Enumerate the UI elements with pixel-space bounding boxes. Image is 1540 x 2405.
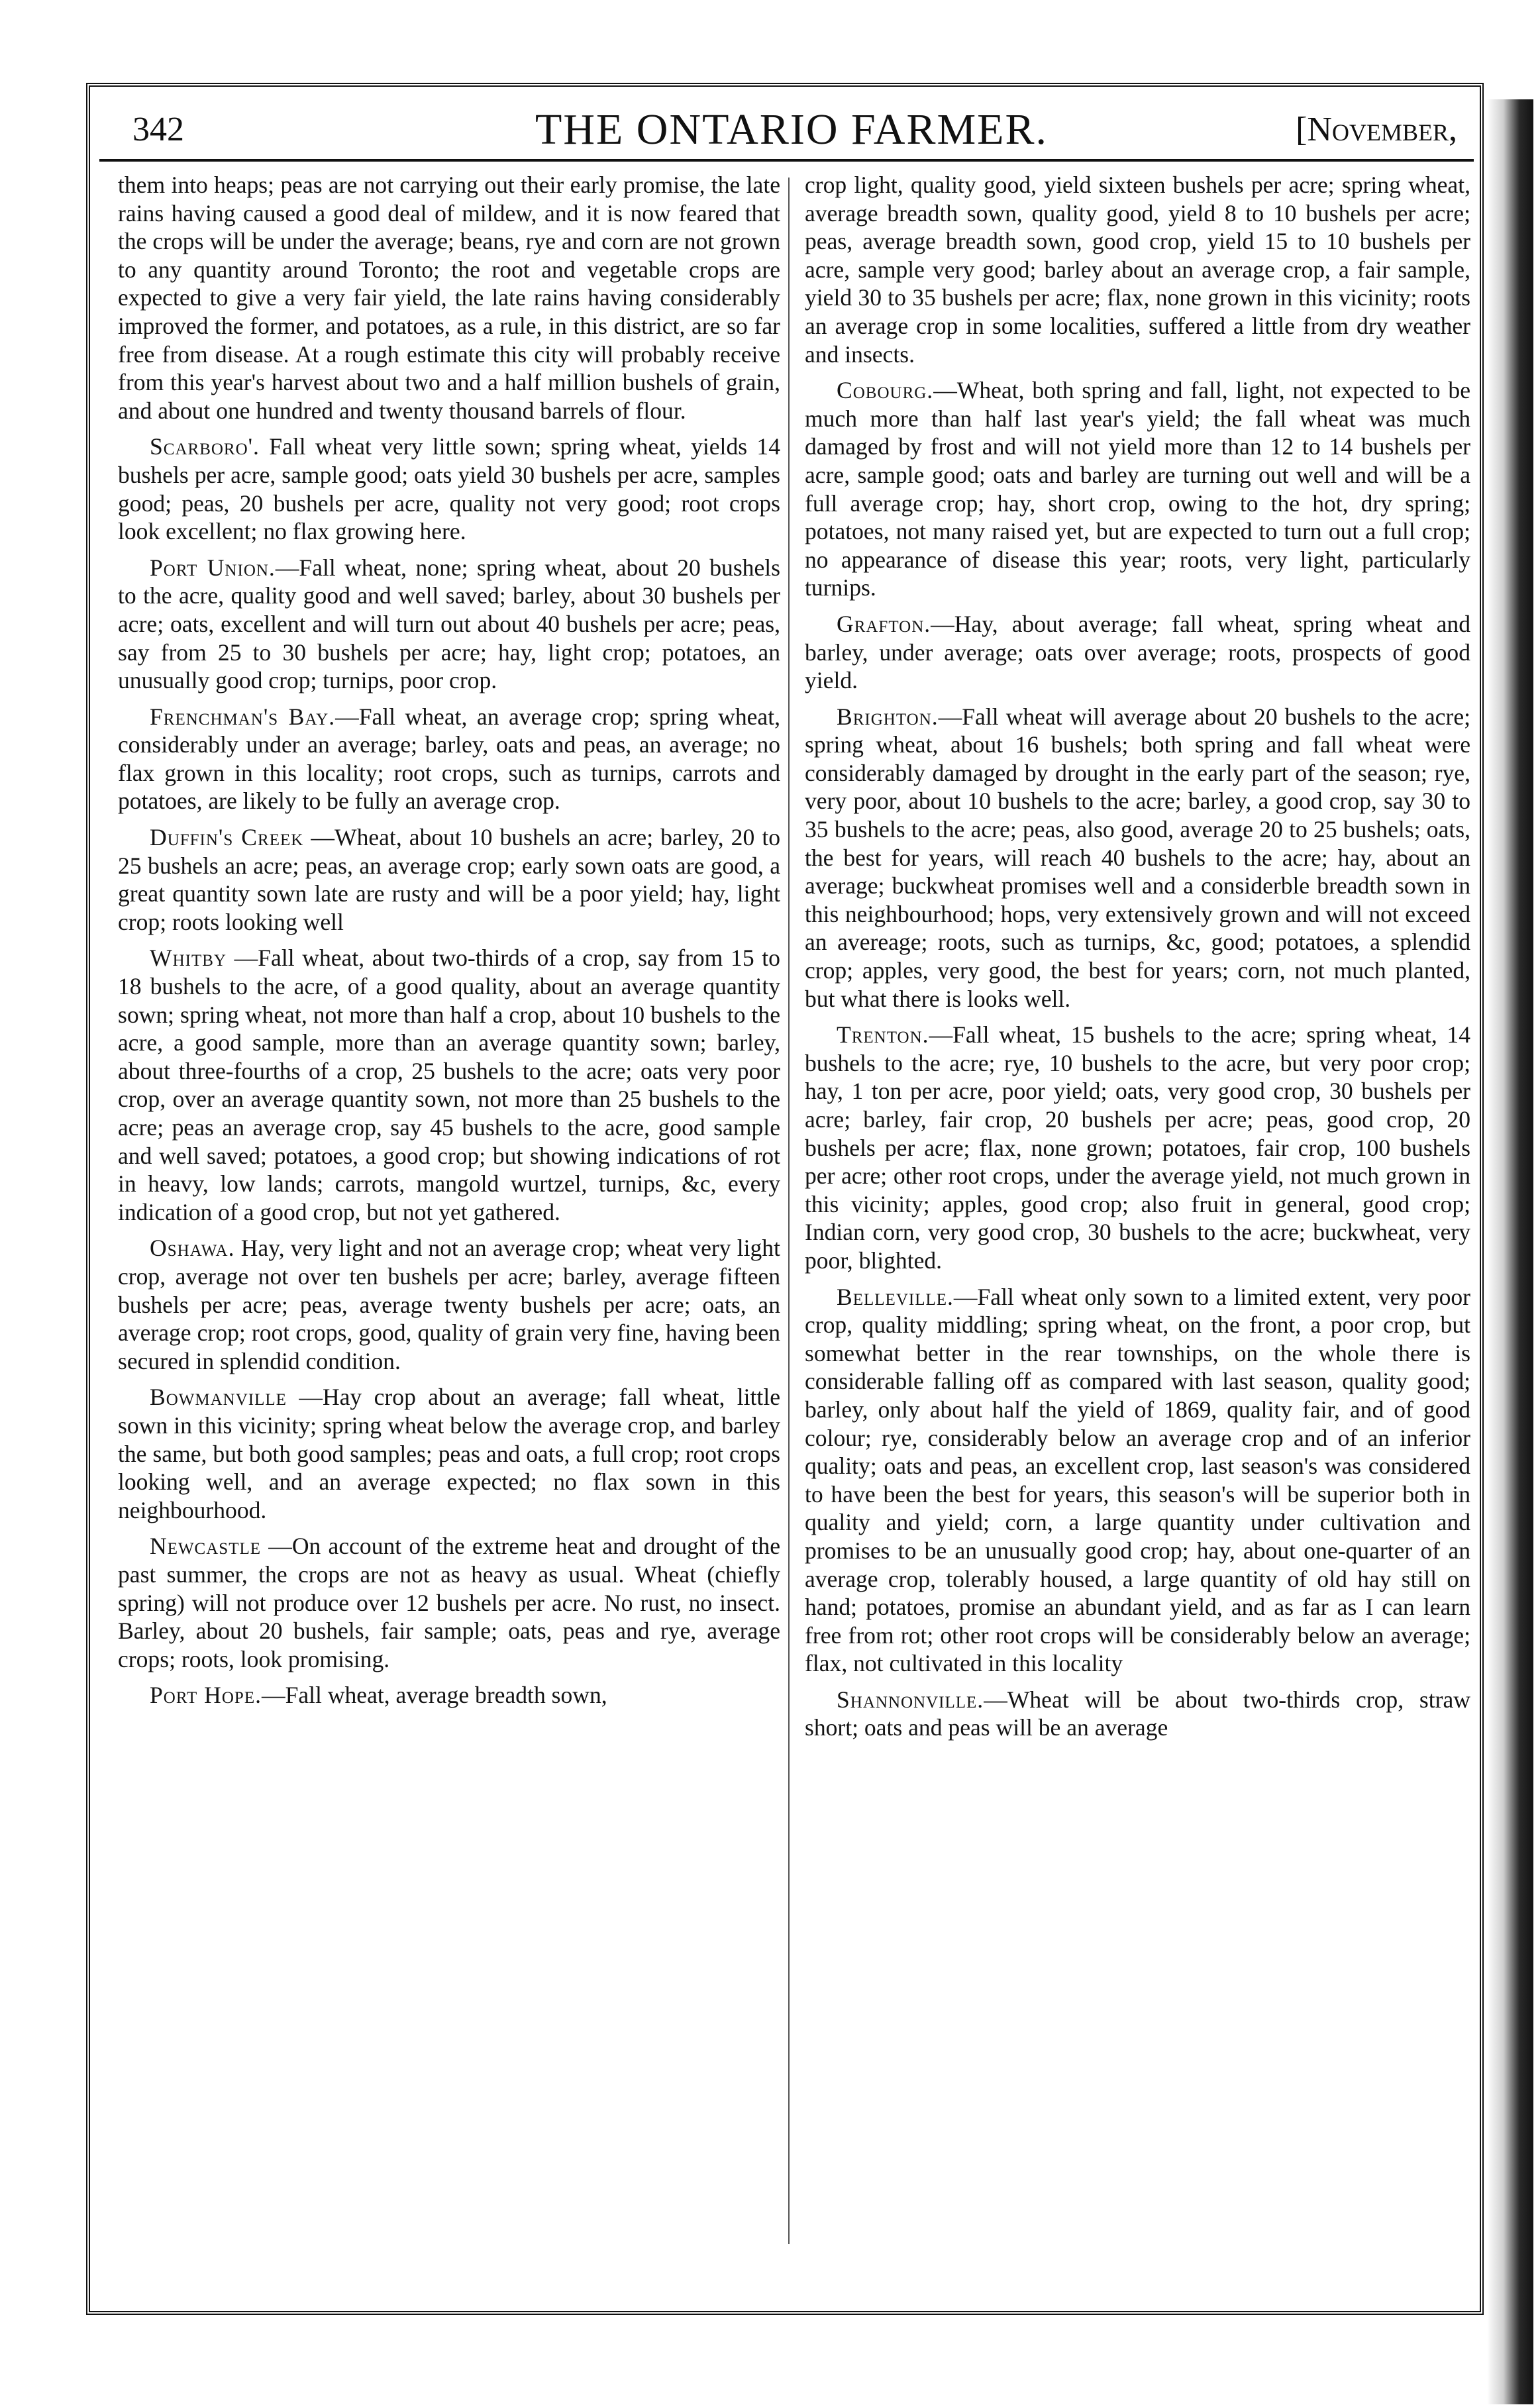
- place-name: Trenton.: [837, 1021, 929, 1049]
- place-name: Port Hope.: [150, 1682, 262, 1709]
- place-name: Cobourg.: [837, 377, 934, 404]
- place-name: Duffin's Creek: [150, 824, 304, 851]
- report-paragraph: [118, 1234, 780, 1375]
- report-paragraph: [118, 1383, 780, 1524]
- report-paragraph: [805, 376, 1470, 602]
- report-paragraph: [805, 610, 1470, 695]
- report-text: —Hay, about average; fall wheat, spring wheat and barley, under average; oats over average; roots, prospects of good yield.: [805, 610, 1470, 694]
- report-paragraph: [118, 433, 780, 545]
- place-name: Newcastle: [150, 1533, 262, 1560]
- report-paragraph: [805, 703, 1470, 1013]
- place-name: Shannonville.: [837, 1686, 984, 1713]
- place-name: Whitby: [150, 945, 227, 972]
- report-text: —Wheat, about 10 bushels an acre; barley, 20 to 25 bushels an acre; peas, an average crop; early sown oats are good, a great quantity sown late are rusty and will be a poor yield; hay, light crop; roots looking well: [118, 824, 780, 935]
- place-name: Scarboro'.: [150, 433, 260, 460]
- report-paragraph: [805, 1021, 1470, 1274]
- report-paragraph: [118, 171, 780, 425]
- header-rule: [99, 159, 1474, 162]
- place-name: Bowmanville: [150, 1384, 287, 1411]
- report-text: them into heaps; peas are not carrying out their early promise, the late rains having caused a good deal of mildew, and it is now feared that the crops will be under the average; beans, rye and corn are not grown to any quantity around Toronto; the root and vegetable crops are expected to give a very fair yield, the late rains having considerably improved the former, and potatoes, as a rule, in this district, are so far free from disease. At a rough estimate this city will probably receive from this year's harvest about two and a half million bushels of grain, and about one hundred and twenty thousand barrels of flour.: [118, 172, 780, 424]
- report-text: —Fall wheat, average breadth sown,: [262, 1682, 607, 1709]
- report-text: —Fall wheat, none; spring wheat, about 20 bushels to the acre, quality good and well saved; barley, about 30 bushels per acre; oats, excellent and will turn out about 40 bushels per acre; peas, say from 25 to 30 bushels per acre; hay, light crop; potatoes, an unusually good crop; turnips, poor crop.: [118, 554, 780, 694]
- column-divider: [788, 178, 790, 2244]
- binding-shadow: [1487, 99, 1533, 2404]
- report-text: —Fall wheat, 15 bushels to the acre; spring wheat, 14 bushels to the acre; rye, 10 bushels to the acre, but very poor crop; hay, 1 ton per acre, poor yield; oats, very good crop, 30 bushels per acre; barley, fair crop, 20 bushels per acre; peas, good crop, 20 bushels per acre; flax, none grown; potatoes, fair crop, 100 bushels per acre; other root crops, under the average yield, not much grown in this vicinity; apples, good crop; also fruit in general, good crop; Indian corn, very good crop, 30 bushels to the acre; buckwheat, very poor, blighted.: [805, 1021, 1470, 1274]
- journal-title: THE ONTARIO FARMER.: [535, 105, 1048, 154]
- report-text: Hay, very light and not an average crop; wheat very light crop, average not over ten bushels per acre; barley, average fifteen bushels per acre; peas, average twenty bushels per acre; oats, an average crop; root crops, good, quality of grain very fine, having been secured in splendid condition.: [118, 1235, 780, 1374]
- report-text: —Wheat will be about two-thirds crop, straw short; oats and peas will be an average: [805, 1686, 1470, 1741]
- running-header: [126, 105, 1457, 158]
- report-paragraph: [118, 944, 780, 1226]
- report-text: —Fall wheat only sown to a limited extent, very poor crop, quality middling; spring wheat, on the front, a poor crop, but somewhat better in the rear townships, on the whole there is considerable falling off as compared with last season, quality good; barley, only about half the yield of 1869, quality fair, and of good colour; rye, considerably below an average crop and of an inferior quality; oats and peas, an excellent crop, last season's was considered to have been the best for years, this season's will be superior both in quality and yield; corn, a large quantity under cultivation and promises to be an unusually good crop; hay, about one-quarter of an average crop, tolerably housed, a large quantity of old hay still on hand; potatoes, promise an abundant yield, and as far as I can learn free from rot; other root crops will be considerably below an average; flax, not cultivated in this locality: [805, 1283, 1470, 1677]
- page-number: 342: [132, 111, 184, 148]
- left-column: [118, 171, 780, 2251]
- report-paragraph: [805, 1686, 1470, 1742]
- right-column: [805, 171, 1470, 2251]
- place-name: Grafton.: [837, 610, 931, 637]
- place-name: Oshawa.: [150, 1235, 235, 1262]
- issue-month: [November,: [1296, 111, 1457, 148]
- report-text: —Fall wheat, about two-thirds of a crop, say from 15 to 18 bushels to the acre, of a good quality, about an average quantity sown; spring wheat, not more than half a crop, about 10 bushels to the acre, a good sample, more than an average quantity sown; barley, about three-fourths of a crop, 25 bushels to the acre; oats very poor crop, over an average quantity sown, not more than 25 bushels to the acre; peas an average crop, say 45 bushels to the acre, good sample and well saved; potatoes, a good crop; but showing indications of rot in heavy, low lands; carrots, mangold wurtzel, turnips, &c, every indication of a good crop, but not yet gathered.: [118, 945, 780, 1225]
- report-text: —Fall wheat, an average crop; spring wheat, considerably under an average; barley, oats and peas, an average; no flax grown in this locality; root crops, such as turnips, carrots and potatoes, are likely to be fully an average crop.: [118, 703, 780, 815]
- place-name: Belleville.: [837, 1283, 954, 1310]
- report-text: Fall wheat very little sown; spring wheat, yields 14 bushels per acre, sample good; oats yield 30 bushels per acre, samples good; peas, 20 bushels per acre, quality not very good; root crops look excellent; no flax growing here.: [118, 433, 780, 545]
- place-name: Frenchman's Bay.: [150, 703, 336, 730]
- report-paragraph: [118, 703, 780, 815]
- report-text: —On account of the extreme heat and drought of the past summer, the crops are not as heavy as usual. Wheat (chiefly spring) will not produce over 12 bushels per acre. No rust, no insect. Barley, about 20 bushels, fair sample; oats, peas and rye, average crops; roots, look promising.: [118, 1533, 780, 1672]
- place-name: Brighton.: [837, 703, 939, 730]
- report-paragraph: [805, 171, 1470, 368]
- report-paragraph: [118, 1681, 780, 1710]
- report-text: —Wheat, both spring and fall, light, not expected to be much more than half last year's yield; the fall wheat was much damaged by frost and will not yield more than 12 to 14 bushels per acre, sample good; oats and barley are turning out well and will be a full average crop; hay, short crop, owing to the hot, dry spring; potatoes, not many raised yet, but are expected to turn out a full crop; no appearance of disease this year; roots, very light, particularly turnips.: [805, 377, 1470, 601]
- report-paragraph: [118, 554, 780, 695]
- report-text: crop light, quality good, yield sixteen bushels per acre; spring wheat, average breadth sown, quality good, yield 8 to 10 bushels per acre; peas, average breadth sown, good crop, yield 15 to 10 bushels per acre, sample very good; barley about an average crop, a fair sample, yield 30 to 35 bushels per acre; flax, none grown in this vicinity; roots an average crop in some localities, suffered a little from dry weather and insects.: [805, 172, 1470, 368]
- place-name: Port Union.: [150, 554, 276, 581]
- report-text: —Fall wheat will average about 20 bushels to the acre; spring wheat, about 16 bushels; both spring and fall wheat were considerably damaged by drought in the early part of the season; rye, very poor, about 10 bushels to the acre; barley, a good crop, say 30 to 35 bushels to the acre; peas, also good, average 20 to 25 bushels; oats, the best for years, will reach 40 bushels to the acre; hay, about an average; buckwheat promises well and a considerble breadth sown in this neighbourhood; hops, very extensively grown and will not exceed an avereage; roots, such as turnips, &c, good; potatoes, a splendid crop; apples, very good, the best for years; corn, not much planted, but what there is looks well.: [805, 703, 1470, 1012]
- report-paragraph: [118, 1532, 780, 1673]
- report-text: —Hay crop about an average; fall wheat, little sown in this vicinity; spring wheat below the average crop, and barley the same, but both good samples; peas and oats, a full crop; root crops looking well, and an average expected; no flax sown in this neighbourhood.: [118, 1384, 780, 1523]
- report-paragraph: [118, 823, 780, 936]
- report-paragraph: [805, 1283, 1470, 1678]
